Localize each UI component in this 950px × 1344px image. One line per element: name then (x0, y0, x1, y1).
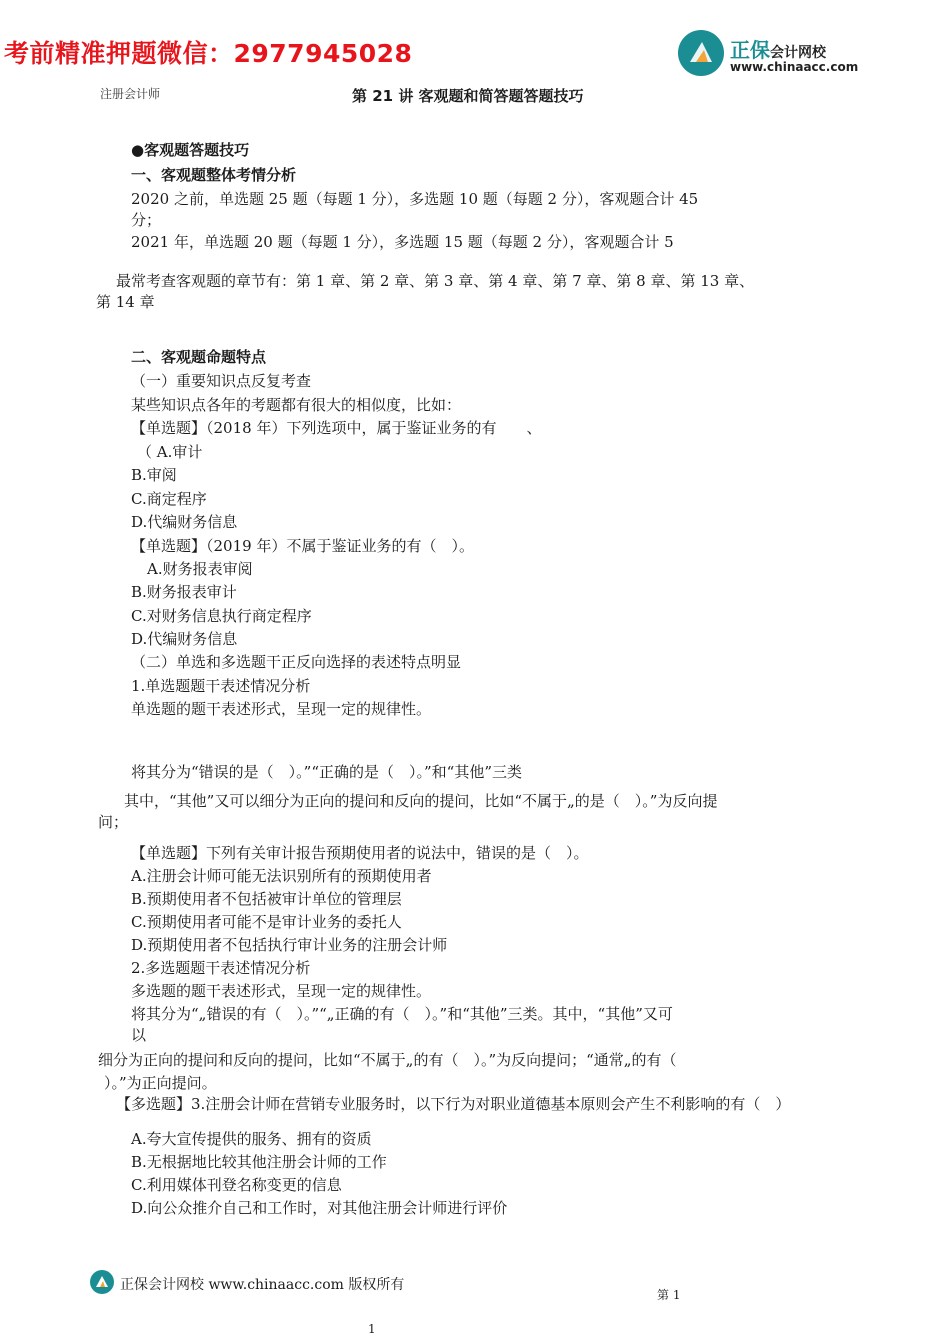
logo-url: www.chinaacc.com (730, 60, 859, 74)
option-b: B.财务报表审计 (131, 583, 237, 601)
page-title: 第 21 讲 客观题和简答题答题技巧 (352, 87, 584, 105)
option-c: C.预期使用者可能不是审计业务的委托人 (131, 913, 402, 931)
logo-name: 正保会计网校 (730, 38, 826, 62)
subheading: （二）单选和多选题干正反向选择的表述特点明显 (131, 653, 462, 671)
footer-copyright: 正保会计网校 www.chinaacc.com 版权所有 (120, 1277, 405, 1293)
clipped-line: 第 14 章 (96, 293, 155, 311)
clipped-line: 以 (131, 1026, 147, 1044)
subheading: （一）重要知识点反复考查 (131, 372, 312, 390)
clipped-line: 问； (98, 813, 129, 831)
paragraph-line: 其中，“其他”又可以细分为正向的提问和反向的提问，比如“不属于„的是（ ）。”为反向提 (124, 792, 718, 810)
option-b: B.预期使用者不包括被审计单位的管理层 (131, 890, 402, 908)
clipped-line: 【多选题】3.注册会计师在营销专业服务时，以下行为对职业道德基本原则会产生不利影响的有（ ） (116, 1095, 791, 1113)
header-left-fragment: 注册会计师 (100, 87, 161, 101)
footer-page-fragment: 第 1 (657, 1288, 681, 1302)
paragraph-line: 单选题的题干表述形式，呈现一定的规律性。 (131, 700, 432, 718)
option-b: B.审阅 (131, 466, 177, 484)
page-number: 1 (368, 1322, 376, 1336)
paragraph-line: ）。”为正向提问。 (104, 1074, 217, 1092)
option-d: D.预期使用者不包括执行审计业务的注册会计师 (131, 936, 448, 954)
logo-icon (678, 30, 724, 76)
header-clip (0, 80, 950, 105)
paragraph-line: 2021 年，单选题 20 题（每题 1 分），多选题 15 题（每题 2 分），客观题合计 5 (131, 233, 674, 251)
option-a: A.财务报表审阅 (147, 560, 253, 578)
footer-logo-icon (90, 1270, 114, 1294)
paragraph-line: 最常考查客观题的章节有：第 1 章、第 2 章、第 3 章、第 4 章、第 7 章、第 8 章、第 13 章、 (116, 272, 755, 290)
subheading: 1.单选题题干表述情况分析 (131, 677, 311, 695)
question-stem: 【单选题】下列有关审计报告预期使用者的说法中，错误的是（ ）。 (131, 844, 589, 862)
section-heading-1: 一、客观题整体考情分析 (131, 166, 297, 184)
option-b: B.无根据地比较其他注册会计师的工作 (131, 1153, 387, 1171)
option-d: D.代编财务信息 (131, 513, 238, 531)
option-c: C.商定程序 (131, 490, 207, 508)
option-d: D.代编财务信息 (131, 630, 238, 648)
paragraph-line: 某些知识点各年的考题都有很大的相似度，比如： (131, 396, 462, 414)
option-a: A.夸大宣传提供的服务、拥有的资质 (131, 1130, 372, 1148)
question-stem: 【单选题】（2018 年）下列选项中，属于鉴证业务的有 、 (131, 419, 542, 437)
subheading: 2.多选题题干表述情况分析 (131, 959, 311, 977)
section-bullet-heading: ●客观题答题技巧 (131, 141, 250, 159)
option-a: A.注册会计师可能无法识别所有的预期使用者 (131, 867, 432, 885)
question-stem: 【单选题】（2019 年）不属于鉴证业务的有（ ）。 (131, 537, 474, 555)
paragraph-line: 多选题的题干表述形式，呈现一定的规律性。 (131, 982, 432, 1000)
paragraph-line: 2020 之前，单选题 25 题（每题 1 分），多选题 10 题（每题 2 分），客观题合计 45 (131, 190, 699, 208)
paragraph-line: 分； (131, 211, 162, 229)
clipped-line: 将其分为“错误的是（ ）。”“正确的是（ ）。”和“其他”三类 (131, 763, 523, 781)
option-c: C.利用媒体刊登名称变更的信息 (131, 1176, 342, 1194)
section-heading-2: 二、客观题命题特点 (131, 348, 267, 366)
option-a: （ A.审计 (137, 443, 203, 461)
brand-logo (678, 30, 868, 80)
option-c: C.对财务信息执行商定程序 (131, 607, 312, 625)
paragraph-line: 细分为正向的提问和反向的提问，比如“不属于„的有（ ）。”为反向提问；“通常„的有（ (98, 1051, 677, 1069)
clipped-line: D.向公众推介自己和工作时，对其他注册会计师进行评价 (131, 1199, 508, 1217)
paragraph-line: 将其分为“„错误的有（ ）。”“„正确的有（ ）。”和“其他”三类。其中，“其他”又可 (131, 1005, 673, 1023)
watermark-text: 考前精准押题微信：2977945028 (4, 39, 413, 68)
